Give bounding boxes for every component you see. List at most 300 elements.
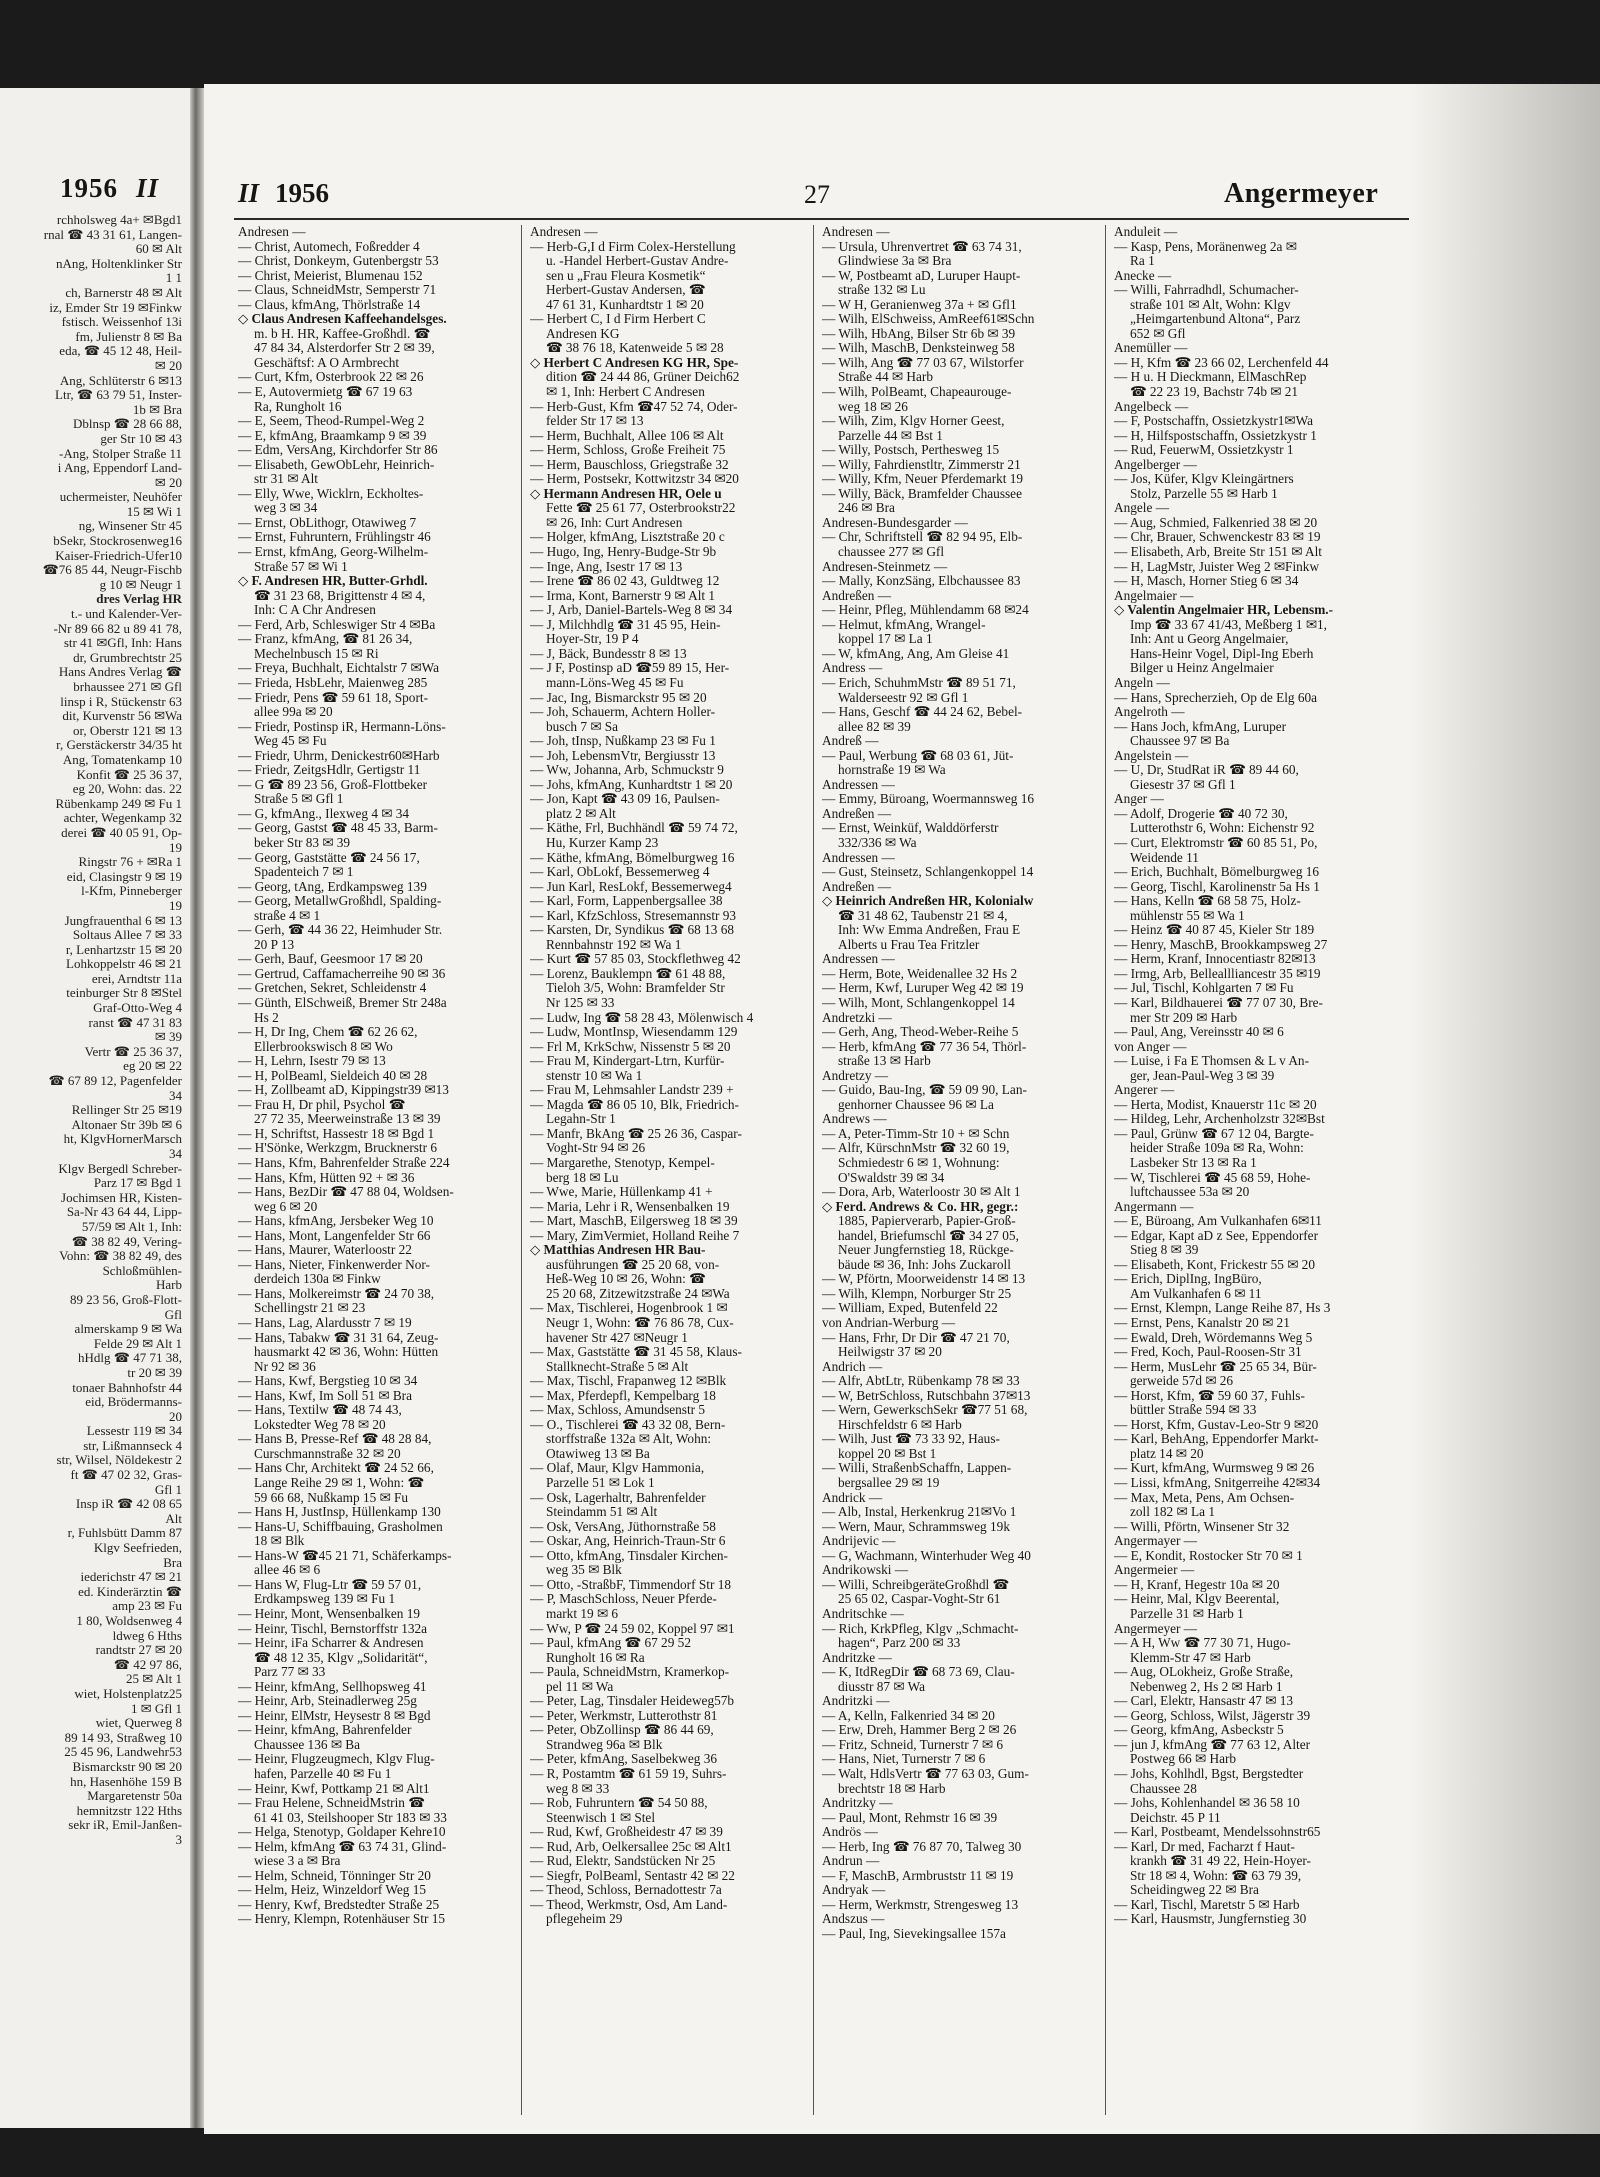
previous-page-line: g 10 ✉ Neugr 1 — [99, 577, 182, 592]
directory-entry-line: — Helm, Schneid, Tönninger Str 20 — [238, 1868, 431, 1883]
directory-entry-line: Hu, Kurzer Kamp 23 — [546, 835, 659, 850]
directory-entry-line: — Horst, Kfm, Gustav-Leo-Str 9 ✉20 — [1114, 1417, 1319, 1432]
directory-entry-line: — Herb, Ing ☎ 76 87 70, Talweg 30 — [822, 1839, 1022, 1854]
directory-entry-line: Hirschfeldstr 6 ✉ Harb — [838, 1417, 962, 1432]
previous-page-line: eda, ☎ 45 12 48, Heil- — [59, 344, 182, 359]
directory-entry-line: — Olaf, Maur, Klgv Hammonia, — [530, 1461, 705, 1476]
directory-entry-line: — Claus, kfmAng, Thörlstraße 14 — [238, 297, 421, 312]
directory-entry-line: — Heinr, Pfleg, Mühlendamm 68 ✉24 — [822, 603, 1029, 618]
directory-entry-line: — Max, Tischlerei, Hogenbrook 1 ✉ — [530, 1301, 728, 1316]
directory-entry-line: — Friedr, Postinsp iR, Hermann-Löns- — [238, 719, 446, 734]
previous-page-line: brhaussee 271 ✉ Gfl — [73, 680, 182, 694]
column-2 — [530, 225, 806, 2155]
directory-entry-line: straße 4 ✉ 1 — [254, 908, 321, 923]
directory-entry-line: Andrich — — [822, 1359, 883, 1374]
directory-entry-line: — Paul, kfmAng ☎ 67 29 52 — [530, 1636, 691, 1651]
directory-entry-line: Imp ☎ 33 67 41/43, Meßberg 1 ✉1, — [1130, 617, 1327, 632]
directory-entry-line: allee 46 ✉ 6 — [254, 1563, 321, 1578]
directory-entry-line: — Max, Pferdepfl, Kempelbarg 18 — [530, 1388, 716, 1403]
directory-entry-line: — Margarethe, Stenotyp, Kempel- — [530, 1156, 715, 1170]
directory-entry-line: Neugr 1, Wohn: ☎ 76 86 78, Cux- — [546, 1316, 734, 1331]
directory-entry-line: Andritzki — — [822, 1694, 890, 1709]
directory-entry-line: — Herm, Bauschloss, Griegstraße 32 — [530, 457, 729, 472]
directory-entry-line: — Hans, Mont, Langenfelder Str 66 — [238, 1228, 431, 1243]
directory-entry-line: Neuer Jungfernstieg 18, Rückge- — [838, 1243, 1014, 1258]
directory-entry-line: — Frau M, Kindergart-Ltrn, Kurfür- — [530, 1054, 725, 1069]
directory-entry-line: — H, Lehrn, Isestr 79 ✉ 13 — [238, 1054, 386, 1069]
directory-entry-line: — Willy, Fahrdienstltr, Zimmerstr 21 — [822, 457, 1021, 472]
directory-entry-line: — E, Büroang, Am Vulkanhafen 6✉11 — [1114, 1214, 1322, 1229]
directory-entry-line: handel, Briefumschl ☎ 34 27 05, — [838, 1228, 1019, 1243]
directory-entry-line: — Peter, Lag, Tinsdaler Heideweg57b — [530, 1694, 735, 1709]
directory-entry-line: Schellingstr 21 ✉ 23 — [254, 1301, 366, 1316]
directory-entry-line: Otawiweg 13 ✉ Ba — [546, 1446, 650, 1461]
directory-entry-line: — Friedr, ZeitgsHdlr, Gertigstr 11 — [238, 763, 421, 778]
directory-entry-line: — Willi, StraßenbSchaffn, Lappen- — [822, 1461, 1012, 1476]
directory-entry-line: busch 7 ✉ Sa — [546, 719, 619, 734]
previous-page-line: linsp i R, Stückenstr 63 — [60, 694, 182, 709]
directory-entry-line: Anemüller — — [1114, 341, 1188, 356]
previous-page-line: 19 — [169, 840, 182, 855]
previous-page-line: 15 ✉ Wi 1 — [126, 504, 182, 519]
directory-entry-line: — Heinr, kfmAng, Sellhopsweg 41 — [238, 1679, 427, 1694]
directory-entry-line: — Hildeg, Lehr, Archenholzstr 32✉Bst — [1114, 1112, 1325, 1127]
directory-entry-line: Andreßen — — [822, 588, 892, 603]
directory-entry-line: str 31 ✉ Alt — [254, 472, 318, 487]
previous-page-fragment — [0, 88, 190, 2128]
page-number: 27 — [804, 180, 830, 209]
previous-page-line: ☎ 42 97 86, — [113, 1657, 182, 1672]
directory-entry-line: — Ww, Johanna, Arb, Schmuckstr 9 — [530, 763, 724, 778]
previous-page-entries — [0, 213, 182, 1848]
directory-entry-line: — H, Kranf, Hegestr 10a ✉ 20 — [1114, 1577, 1280, 1592]
directory-entry-line: Angermeyer — — [1114, 1621, 1198, 1636]
directory-entry-line: — Helm, Heiz, Winzeldorf Weg 15 — [238, 1883, 427, 1898]
directory-entry-line: Angelroth — — [1114, 705, 1185, 720]
previous-page-line: -Ang, Stolper Straße 11 — [59, 446, 182, 461]
directory-entry-line: — Edgar, Kapt aD z See, Eppendorfer — [1114, 1228, 1319, 1243]
directory-entry-line: Andretzy — — [822, 1068, 889, 1083]
previous-page-line: Graf-Otto-Weg 4 — [93, 1001, 182, 1016]
previous-page-line: 34 — [169, 1088, 182, 1103]
directory-entry-line: — Hans, Kelln ☎ 68 58 75, Holz- — [1114, 894, 1301, 909]
directory-entry-line: brechtstr 18 ✉ Harb — [838, 1781, 946, 1796]
directory-entry-line: — Edm, VersAng, Kirchdorfer Str 86 — [238, 443, 438, 458]
directory-entry-line: Andritzke — — [822, 1650, 892, 1665]
previous-page-line: ☎ 38 82 49, Vering- — [71, 1234, 182, 1249]
previous-page-line: t.- und Kalender-Ver- — [70, 607, 182, 622]
directory-entry-line: — Georg, Schloss, Wilst, Jägerstr 39 — [1114, 1708, 1311, 1723]
directory-entry-line: — Elisabeth, GewObLehr, Heinrich- — [238, 457, 435, 472]
directory-entry-line: Angeln — — [1114, 675, 1170, 690]
directory-entry-line: — Kurt, kfmAng, Wurmsweg 9 ✉ 26 — [1114, 1461, 1315, 1476]
directory-entry-line: 652 ✉ Gfl — [1130, 326, 1186, 341]
directory-entry-line: — Alb, Instal, Herkenkrug 21✉Vo 1 — [822, 1505, 1017, 1520]
previous-page-line: iz, Emder Str 19 ✉Finkw — [49, 300, 182, 315]
directory-entry-line: — Georg, kfmAng, Asbeckstr 5 — [1114, 1723, 1284, 1738]
directory-entry-line: — Otto, -StraßbF, Timmendorf Str 18 — [530, 1577, 731, 1592]
directory-entry-line: — Heinr, Arb, Steinadlerweg 25g — [238, 1694, 417, 1709]
previous-page-line: or, Oberstr 121 ✉ 13 — [73, 723, 182, 738]
directory-entry-line: — Georg, Tischl, Karolinenstr 5a Hs 1 — [1114, 879, 1320, 894]
directory-entry-line: — Ferd, Arb, Schleswiger Str 4 ✉Ba — [238, 617, 436, 632]
directory-entry-line: Steenwisch 1 ✉ Stel — [546, 1810, 656, 1825]
directory-entry-line: Angelstein — — [1114, 748, 1189, 763]
column-3 — [822, 225, 1098, 2155]
directory-entry-line: — Hans W, Flug-Ltr ☎ 59 57 01, — [238, 1577, 422, 1592]
directory-entry-line: ☎ 38 76 18, Katenweide 5 ✉ 28 — [546, 341, 724, 356]
directory-entry-line: — Herm, Bote, Weidenallee 32 Hs 2 — [822, 966, 1018, 981]
directory-entry-line: 47 61 31, Kunhardtstr 1 ✉ 20 — [546, 297, 704, 312]
directory-entry-line: Andszus — — [822, 1912, 885, 1927]
directory-entry-line: zoll 182 ✉ La 1 — [1130, 1505, 1215, 1520]
directory-entry-line: Lokstedter Weg 78 ✉ 20 — [254, 1417, 386, 1432]
directory-entry-line: mer Str 209 ✉ Harb — [1130, 1010, 1238, 1025]
directory-entry-line: Stallknecht-Straße 5 ✉ Alt — [546, 1359, 689, 1374]
directory-entry-line: — Georg, tAng, Erdkampsweg 139 — [238, 879, 427, 894]
previous-page-line: teinburger Str 8 ✉Stel — [66, 986, 182, 1001]
directory-entry-line: — Herm, Postsekr, Kottwitzstr 34 ✉20 — [530, 472, 739, 487]
directory-entry-line: — Dora, Arb, Waterloostr 30 ✉ Alt 1 — [822, 1185, 1021, 1200]
directory-entry-line: — Wilh, Ang ☎ 77 03 67, Wilstorfer — [822, 355, 1024, 370]
directory-entry-line: Scheidingweg 22 ✉ Bra — [1130, 1883, 1259, 1898]
directory-entry-line: — Hans, Geschf ☎ 44 24 62, Bebel- — [822, 705, 1023, 720]
directory-entry-line: — Paul, Ang, Vereinsstr 40 ✉ 6 — [1114, 1025, 1284, 1040]
directory-entry-line: — Herm, Kwf, Luruper Weg 42 ✉ 19 — [822, 981, 1024, 996]
directory-entry-line: Lasbeker Str 13 ✉ Ra 1 — [1130, 1156, 1257, 1170]
previous-page-line: Ang, Schlüterstr 6 ✉13 — [59, 373, 182, 388]
directory-entry-line: mann-Löns-Weg 45 ✉ Fu — [546, 675, 684, 690]
directory-entry-line: — Ernst, Fuhruntern, Frühlingstr 46 — [238, 530, 431, 545]
directory-entry-line: — Henry, MaschB, Brookkampsweg 27 — [1114, 937, 1328, 952]
directory-entry-line: — H, Kfm ☎ 23 66 02, Lerchenfeld 44 — [1114, 355, 1329, 370]
previous-page-line: str, Wilsel, Nöldekestr 2 — [56, 1453, 182, 1468]
directory-entry-line: — Jul, Tischl, Kohlgarten 7 ✉ Fu — [1114, 981, 1294, 996]
previous-page-line: ger Str 10 ✉ 43 — [100, 431, 182, 446]
directory-entry-line: — Jun Karl, ResLokf, Bessemerweg4 — [530, 879, 732, 894]
directory-entry-line: — Joh, tInsp, Nußkamp 23 ✉ Fu 1 — [530, 734, 716, 749]
directory-entry-line: — Gust, Steinsetz, Schlangenkoppel 14 — [822, 865, 1034, 880]
previous-page-line: ft ☎ 47 02 32, Gras- — [70, 1468, 182, 1483]
directory-entry-line: havener Str 427 ✉Neugr 1 — [546, 1330, 688, 1345]
previous-page-line: ldweg 6 Hths — [112, 1628, 182, 1643]
directory-entry-line: 332/336 ✉ Wa — [838, 835, 917, 850]
directory-entry-line: Andressen — — [822, 850, 895, 865]
previous-page-line: 89 14 93, Straßweg 10 — [64, 1730, 182, 1745]
previous-page-line: 20 — [169, 1409, 182, 1424]
directory-entry-line: Parz 77 ✉ 33 — [254, 1665, 326, 1680]
previous-page-line: ✉ 39 — [154, 1030, 182, 1045]
directory-entry-line: hornstraße 19 ✉ Wa — [838, 763, 946, 778]
directory-entry-line: — Johs, Kohlenhandel ✉ 36 58 10 — [1114, 1796, 1300, 1811]
directory-entry-line: Ra, Rungholt 16 — [254, 399, 342, 414]
directory-entry-line: — Ernst, ObLithogr, Otawiweg 7 — [238, 515, 417, 530]
previous-page-line: wiet, Querweg 8 — [95, 1716, 182, 1731]
directory-entry-line: Angele — — [1114, 501, 1170, 516]
previous-page-line: Hans Andres Verlag ☎ — [58, 665, 182, 680]
directory-entry-line: — Rud, Kwf, Großheidestr 47 ✉ 39 — [530, 1825, 723, 1840]
directory-entry-line: — H, Schriftst, Hassestr 18 ✉ Bgd 1 — [238, 1126, 435, 1141]
directory-entry-line: Nr 125 ✉ 33 — [546, 995, 615, 1010]
directory-entry-line: Andritzky — — [822, 1796, 893, 1811]
directory-entry-line: — W, kfmAng, Ang, Am Gleise 41 — [822, 646, 1010, 661]
directory-entry-line: Tieloh 3/5, Wohn: Bramfelder Str — [546, 981, 725, 996]
directory-entry-line: — Erich, DiplIng, IngBüro, — [1114, 1272, 1262, 1287]
directory-entry-line: — Herta, Modist, Knauerstr 11c ✉ 20 — [1114, 1097, 1317, 1112]
previous-page-line: 89 23 56, Groß-Flott- — [70, 1292, 182, 1307]
directory-entry-line: — Curt, Elektromstr ☎ 60 85 51, Po, — [1114, 835, 1318, 850]
previous-page-line: ✉ 20 — [154, 475, 182, 490]
directory-entry-line: Anecke — — [1114, 268, 1172, 283]
directory-entry-line: — Gertrud, Caffamacherreihe 90 ✉ 36 — [238, 966, 446, 981]
directory-entry-line: — Karl, Dr med, Facharzt f Haut- — [1114, 1839, 1295, 1854]
directory-entry-line: Andresen-Steinmetz — — [822, 559, 948, 574]
directory-entry-line: — Frau M, Lehmsahler Landstr 239 + — [530, 1083, 734, 1098]
directory-entry-line: — J, Bäck, Bundesstr 8 ✉ 13 — [530, 646, 687, 661]
directory-entry-line: Hoyer-Str, 19 P 4 — [546, 632, 639, 647]
previous-page-line: Dblnsp ☎ 28 66 88, — [72, 417, 182, 432]
directory-entry-line: — H, PolBeaml, Sieldeich 40 ✉ 28 — [238, 1068, 428, 1083]
directory-entry-line: — Alfr, KürschnMstr ☎ 32 60 19, — [822, 1141, 1010, 1156]
previous-page-line: hn, Hasenhöhe 159 B — [70, 1774, 182, 1789]
directory-entry-line: hausmarkt 42 ✉ 36, Wohn: Hütten — [254, 1345, 439, 1360]
directory-entry-line: weg 8 ✉ 33 — [546, 1781, 610, 1796]
previous-page-line: amp 23 ✉ Fu — [112, 1599, 182, 1614]
directory-entry-line: Str 18 ✉ 4, Wohn: ☎ 63 79 39, — [1130, 1868, 1302, 1883]
previous-page-line: ☎ 67 89 12, Pagenfelder — [48, 1074, 182, 1089]
directory-entry-line: von Andrian-Werburg — — [822, 1316, 956, 1331]
previous-page-line: Alt — [165, 1511, 182, 1526]
previous-page-line: ng, Winsener Str 45 — [78, 519, 182, 534]
directory-entry-line: Giesestr 37 ✉ Gfl 1 — [1130, 777, 1236, 792]
directory-entry-line: — Wilh, Zim, Klgv Horner Geest, — [822, 414, 1005, 429]
previous-page-line: Bra — [163, 1555, 182, 1570]
directory-entry-line: ◇ Hermann Andresen HR, Oele u — [530, 486, 722, 501]
directory-entry-line: — Willy, Postsch, Perthesweg 15 — [822, 443, 1000, 458]
header-rule — [234, 218, 1409, 220]
directory-entry-line: — Emmy, Büroang, Woermannsweg 16 — [822, 792, 1035, 807]
directory-entry-line: — Hans, Kfm, Hütten 92 + ✉ 36 — [238, 1170, 415, 1185]
directory-entry-line: — Christ, Automech, Foßredder 4 — [238, 239, 420, 254]
directory-entry-line: Andreßen — — [822, 879, 892, 894]
directory-entry-line: — Horst, Kfm, ☎ 59 60 37, Fuhls- — [1114, 1388, 1305, 1403]
directory-entry-line: — G, Wachmann, Winterhuder Weg 40 — [822, 1548, 1031, 1563]
directory-entry-line: Fette ☎ 25 61 77, Osterbrookstr22 — [546, 501, 736, 516]
directory-entry-line: genhorner Chaussee 96 ✉ La — [838, 1097, 994, 1112]
directory-entry-line: — Johs, Kohlhdl, Bgst, Bergstedter — [1114, 1766, 1304, 1781]
directory-entry-line: Anduleit — — [1114, 225, 1178, 239]
previous-page-line: 25 ✉ Alt 1 — [125, 1672, 182, 1687]
directory-entry-line: — Helm, kfmAng ☎ 63 74 31, Glind- — [238, 1839, 447, 1854]
directory-entry-line: — Theod, Werkmstr, Osd, Am Land- — [530, 1897, 728, 1912]
previous-page-line: 1 ✉ Gfl 1 — [131, 1701, 182, 1716]
directory-entry-line: — H, Zollbeamt aD, Kippingstr39 ✉13 — [238, 1083, 449, 1098]
directory-entry-line: ◇ Ferd. Andrews & Co. HR, gegr.: — [822, 1199, 1019, 1214]
directory-entry-line: 25 20 68, Zitzewitzstraße 24 ✉Wa — [546, 1286, 730, 1301]
directory-entry-line: Heilwigstr 37 ✉ 20 — [838, 1345, 942, 1360]
directory-entry-line: straße 132 ✉ Lu — [838, 283, 926, 298]
directory-entry-line: — Jac, Ing, Bismarckstr 95 ✉ 20 — [530, 690, 707, 705]
directory-entry-line: — Paul, Mont, Rehmstr 16 ✉ 39 — [822, 1810, 998, 1825]
directory-entry-line: — Herm, Werkmstr, Strengesweg 13 — [822, 1897, 1019, 1912]
directory-entry-line: — Oskar, Ang, Heinrich-Traun-Str 6 — [530, 1534, 726, 1549]
directory-entry-line: — Wwe, Marie, Hüllenkamp 41 + — [530, 1185, 713, 1200]
directory-entry-line: 61 41 03, Steilshooper Str 183 ✉ 33 — [254, 1810, 447, 1825]
directory-entry-line: — Karl, Form, Lappenbergsallee 38 — [530, 894, 723, 909]
directory-entry-line: Andrijevic — — [822, 1534, 896, 1549]
directory-entry-line: storffstraße 132a ✉ Alt, Wohn: — [546, 1432, 712, 1447]
directory-entry-line: — Käthe, kfmAng, Bömelburgweg 16 — [530, 850, 735, 865]
directory-entry-line: Alberts u Frau Tea Fritzler — [838, 937, 980, 952]
directory-entry-line: — Osk, VersAng, Jüthornstraße 58 — [530, 1519, 716, 1534]
directory-entry-line: — Friedr, Uhrm, Denickestr60✉Harb — [238, 748, 440, 763]
previous-page-line: fstisch. Weissenhof 13i — [61, 315, 182, 330]
directory-entry-line: — Elisabeth, Kont, Frickestr 55 ✉ 20 — [1114, 1257, 1315, 1272]
previous-page-line: fm, Julienstr 8 ✉ Ba — [75, 329, 182, 344]
previous-page-line: Bismarckstr 90 ✉ 20 — [72, 1759, 182, 1774]
previous-page-line: Harb — [156, 1278, 182, 1293]
directory-entry-line: Angermayer — — [1114, 1534, 1198, 1549]
previous-page-line: achter, Wegenkamp 32 — [63, 811, 182, 826]
previous-page-line: 1 1 — [165, 271, 182, 286]
previous-page-line: Ang, Tomatenkamp 10 — [62, 752, 182, 767]
previous-page-line: 1b ✉ Bra — [132, 402, 182, 417]
previous-page-line: erei, Arndtstr 11a — [91, 971, 182, 986]
directory-entry-line: Spadenteich 7 ✉ 1 — [254, 865, 354, 880]
previous-page-line: r, Fuhlsbütt Damm 87 — [67, 1526, 182, 1541]
directory-entry-line: — Walt, HdlsVertr ☎ 77 63 03, Gum- — [822, 1766, 1029, 1781]
directory-entry-line: — Max, Schloss, Amundsenstr 5 — [530, 1403, 706, 1418]
previous-page-year: 1956 — [60, 173, 118, 203]
directory-entry-line: koppel 20 ✉ Bst 1 — [838, 1446, 937, 1461]
previous-page-line: 34 — [169, 1147, 182, 1161]
directory-entry-line: — Karl, Hausmstr, Jungfernstieg 30 — [1114, 1912, 1307, 1927]
directory-entry-line: — Wilh, MaschB, Denksteinweg 58 — [822, 341, 1015, 356]
directory-entry-line: — Hans, Sprecherzieh, Op de Elg 60a — [1114, 690, 1318, 705]
previous-page-line: Sa-Nr 43 64 44, Lipp- — [66, 1205, 182, 1220]
directory-entry-line: — Aug, OLokheiz, Große Straße, — [1114, 1665, 1294, 1680]
directory-entry-line: Inh: Ant u Georg Angelmaier, — [1130, 632, 1289, 647]
directory-entry-line: weg 18 ✉ 26 — [838, 399, 908, 414]
directory-entry-line: Hs 2 — [254, 1010, 279, 1025]
directory-entry-line: bäude ✉ 36, Inh: Johs Zuckaroll — [838, 1257, 1011, 1272]
directory-entry-line: Bilger u Heinz Angelmaier — [1130, 661, 1274, 676]
directory-entry-line: — Günth, ElSchweiß, Bremer Str 248a — [238, 995, 447, 1010]
directory-entry-line: — O., Tischlerei ☎ 43 32 08, Bern- — [530, 1417, 726, 1432]
directory-entry-line: — Irma, Kont, Barnerstr 9 ✉ Alt 1 — [530, 588, 716, 603]
previous-page-line: ☎76 85 44, Neugr-Fischb — [42, 563, 182, 578]
directory-entry-line: „Heimgartenbund Altona“, Parz — [1130, 312, 1301, 327]
directory-entry-line: — Hans, Kfm, Bahrenfelder Straße 224 — [238, 1156, 450, 1170]
directory-entry-line: — Wilh, PolBeamt, Chapeaurouge- — [822, 385, 1012, 400]
directory-entry-line: — E, Kondit, Rostocker Str 70 ✉ 1 — [1114, 1548, 1303, 1563]
column-divider — [813, 225, 814, 2115]
directory-entry-line: Angerer — — [1114, 1083, 1175, 1098]
previous-page-line: derei ☎ 40 05 91, Op- — [61, 825, 182, 840]
directory-entry-line: Andrikowski — — [822, 1563, 909, 1578]
previous-page-line: dit, Kurvenstr 56 ✉Wa — [62, 709, 182, 724]
previous-page-line: Gfl — [164, 1307, 182, 1322]
directory-entry-line: 47 84 34, Alsterdorfer Str 2 ✉ 39, — [254, 341, 435, 356]
directory-entry-line: — Frau Helene, SchneidMstrin ☎ — [238, 1796, 425, 1811]
directory-entry-line: — Christ, Donkeym, Gutenbergstr 53 — [238, 254, 439, 269]
previous-page-line: Ringstr 76 + ✉Ra 1 — [78, 855, 182, 870]
directory-entry-line: — W, Postbeamt aD, Luruper Haupt- — [822, 268, 1021, 283]
directory-entry-line: 1885, Papierverarb, Papier-Groß- — [838, 1214, 1016, 1229]
directory-entry-line: — Chr, Brauer, Schwenckestr 83 ✉ 19 — [1114, 530, 1321, 545]
directory-entry-line: Lutterothstr 6, Wohn: Eichenstr 92 — [1130, 821, 1315, 836]
previous-page-line: 1 80, Woldsenweg 4 — [76, 1614, 182, 1628]
directory-entry-line: allee 99a ✉ 20 — [254, 705, 333, 720]
directory-entry-line: ◇ F. Andresen HR, Butter-Grhdl. — [238, 574, 428, 589]
directory-entry-line: — Georg, Gaststätte ☎ 24 56 17, — [238, 850, 420, 865]
directory-entry-line: Am Vulkanhafen 6 ✉ 11 — [1130, 1286, 1262, 1301]
directory-entry-line: ☎ 31 48 62, Taubenstr 21 ✉ 4, — [838, 908, 1008, 923]
directory-entry-line: — Karl, BehAng, Eppendorfer Markt- — [1114, 1432, 1319, 1447]
directory-entry-line: — Hans, Tabakw ☎ 31 31 64, Zeug- — [238, 1330, 439, 1345]
directory-entry-line: Mechelnbusch 15 ✉ Ri — [254, 646, 379, 661]
directory-entry-line: ✉ 26, Inh: Curt Andresen — [546, 515, 683, 530]
directory-entry-line: Angelmaier — — [1114, 588, 1194, 603]
directory-entry-line: Erdkampsweg 139 ✉ Fu 1 — [254, 1592, 396, 1607]
directory-entry-line: — Peter, ObZollinsp ☎ 86 44 69, — [530, 1723, 714, 1738]
directory-entry-line: — Hugo, Ing, Henry-Budge-Str 9b — [530, 545, 717, 560]
previous-page-line: randtstr 27 ✉ 20 — [95, 1643, 182, 1658]
directory-entry-line: allee 82 ✉ 39 — [838, 719, 911, 734]
directory-entry-line: — Kasp, Pens, Moränenweg 2a ✉ — [1114, 239, 1297, 254]
previous-page-line: uchermeister, Neuhöfer — [59, 490, 182, 505]
directory-entry-line: — Luise, i Fa E Thomsen & L v An- — [1114, 1054, 1310, 1069]
previous-page-line: Klgv Seefrieden, — [93, 1541, 182, 1556]
directory-entry-line: — Paul, Werbung ☎ 68 03 61, Jüt- — [822, 748, 1014, 763]
previous-page-line: ✉ 20 — [154, 358, 182, 373]
directory-entry-line: — Irene ☎ 86 02 43, Guldtweg 12 — [530, 574, 720, 589]
directory-entry-line: — Hans, BezDir ☎ 47 88 04, Woldsen- — [238, 1185, 454, 1200]
directory-entry-line: — J F, Postinsp aD ☎59 89 15, Her- — [530, 661, 730, 676]
directory-entry-line: — Rich, KrkPfleg, Klgv „Schmacht- — [822, 1621, 1019, 1636]
directory-entry-line: Straße 57 ✉ Wi 1 — [254, 559, 348, 574]
directory-entry-line: — Franz, kfmAng, ☎ 81 26 34, — [238, 632, 413, 647]
previous-page-line: Lessestr 119 ✉ 34 — [86, 1424, 182, 1439]
directory-entry-line: ◇ Claus Andresen Kaffeehandelsges. — [238, 312, 447, 327]
directory-entry-line: — Jos, Küfer, Klgv Kleingärtners — [1114, 472, 1294, 487]
directory-entry-line: straße 13 ✉ Harb — [838, 1054, 931, 1069]
directory-entry-line: — Max, Tischl, Frapanweg 12 ✉Blk — [530, 1374, 727, 1389]
directory-entry-line: — Elly, Wwe, Wicklrn, Eckholtes- — [238, 486, 424, 501]
directory-entry-line: hafen, Parzelle 40 ✉ Fu 1 — [254, 1766, 392, 1781]
directory-entry-line: Andrick — — [822, 1490, 883, 1505]
column-4 — [1114, 225, 1394, 2155]
directory-entry-line: — K, ItdRegDir ☎ 68 73 69, Clau- — [822, 1665, 1015, 1680]
directory-entry-line: Andretzki — — [822, 1010, 892, 1025]
directory-entry-line: 246 ✉ Bra — [838, 501, 895, 516]
directory-entry-line: Parzelle 51 ✉ Lok 1 — [546, 1476, 655, 1491]
running-head-left — [238, 178, 329, 209]
directory-entry-line: Chaussee 136 ✉ Ba — [254, 1737, 361, 1752]
directory-entry-line: — Karl, Tischl, Maretstr 5 ✉ Harb — [1114, 1897, 1300, 1912]
previous-page-line: eg 20 ✉ 22 — [123, 1059, 182, 1074]
previous-page-line: rnal ☎ 43 31 61, Langen- — [43, 227, 182, 242]
directory-entry-line: Inh: Ww Emma Andreßen, Frau E — [838, 923, 1021, 938]
previous-page-line: Schloßmühlen- — [102, 1263, 182, 1278]
previous-page-line: -Nr 89 66 82 u 89 41 78, — [53, 621, 182, 636]
directory-entry-line: Rungholt 16 ✉ Ra — [546, 1650, 645, 1665]
directory-entry-line: weg 35 ✉ Blk — [546, 1563, 622, 1578]
volume-label: II — [238, 178, 260, 208]
directory-entry-line: — Rob, Fuhruntern ☎ 54 50 88, — [530, 1796, 708, 1811]
directory-entry-line: ausführungen ☎ 25 20 68, von- — [546, 1257, 720, 1272]
directory-entry-line: beker Str 83 ✉ 39 — [254, 835, 351, 850]
